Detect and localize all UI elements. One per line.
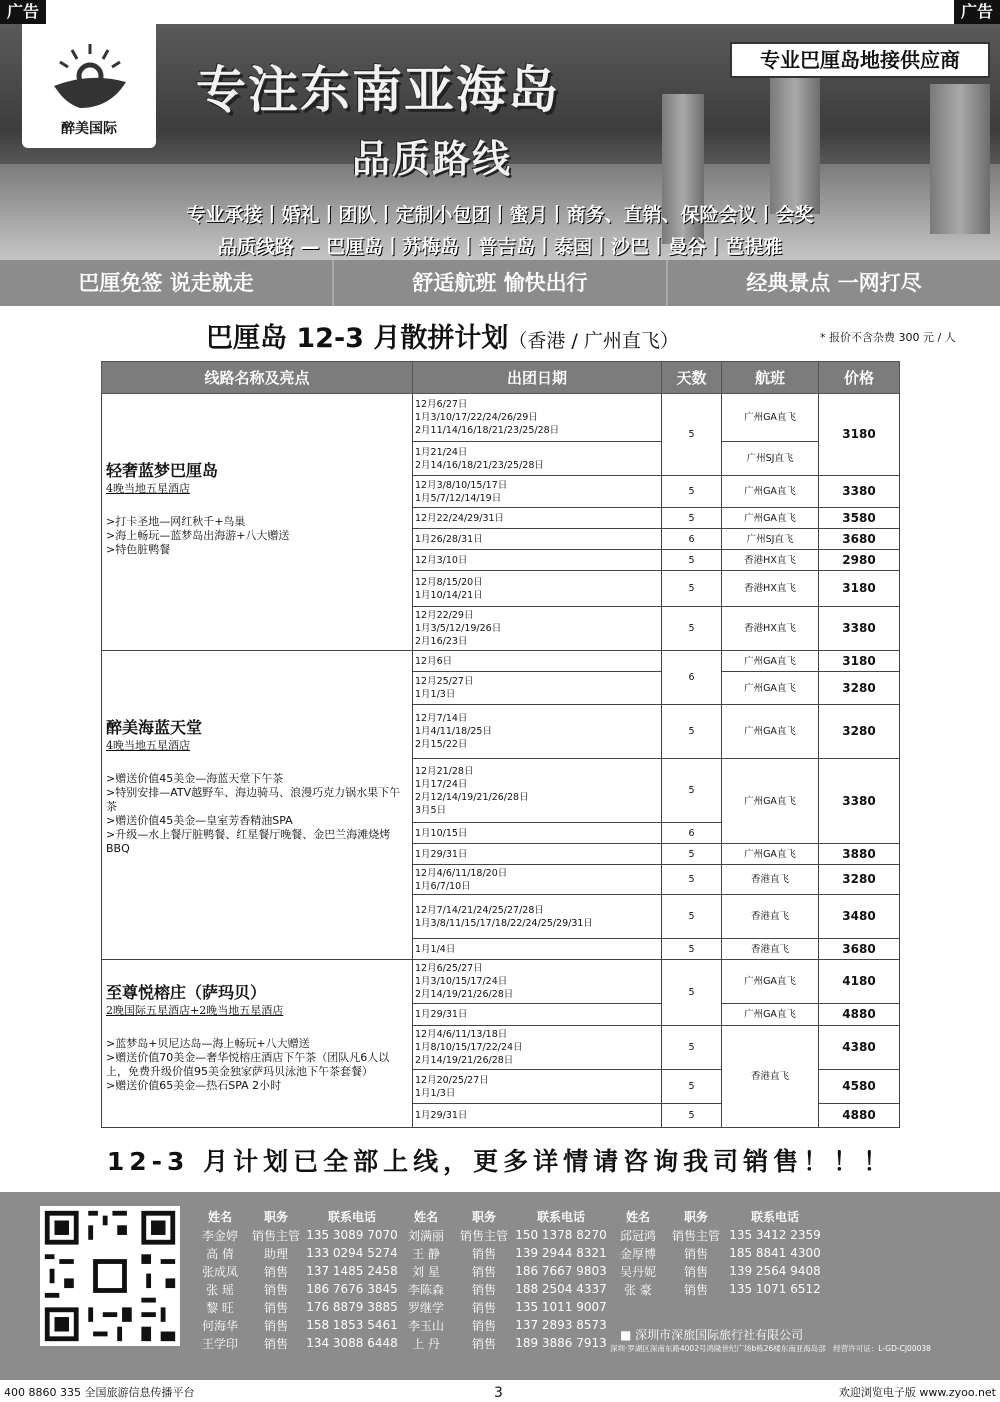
dates-cell: 12月25/27日 1月1/3日 <box>413 672 662 705</box>
route-highlights <box>106 772 408 856</box>
flight-cell: 香港HX直飞 <box>722 571 819 607</box>
website-text: 欢迎浏览电子版 www.zyoo.net <box>838 1386 996 1399</box>
contact-row <box>398 1262 608 1280</box>
contact-row <box>610 1226 824 1244</box>
flight-cell: 广州GA直飞 <box>722 705 819 759</box>
days-cell: 5 <box>662 394 722 476</box>
slogan-item: 经典景点 一网打尽 <box>746 271 922 295</box>
contact-row <box>192 1334 400 1352</box>
price-cell: 3180 <box>819 571 900 607</box>
price-cell: 3380 <box>819 759 900 844</box>
dates-cell: 12月6/25/27日 1月3/10/15/17/24日 2月14/19/21/26/28日 <box>413 960 662 1004</box>
company-name <box>620 1326 803 1343</box>
slogan-item: 巴厘免签 说走就走 <box>0 260 334 306</box>
contact-col-name: 姓名 <box>625 1209 650 1224</box>
contact-role: 销售 <box>683 1282 708 1297</box>
price-cell: 3580 <box>819 508 900 529</box>
contact-phone: 134 3088 6448 <box>306 1336 398 1350</box>
contact-name: 李玉山 <box>407 1318 444 1333</box>
price-cell: 4180 <box>819 960 900 1004</box>
plan-subtitle: （香港 / 广州直飞） <box>508 330 679 352</box>
contact-name: 邱冠鸿 <box>619 1228 656 1243</box>
contact-name: 王学印 <box>201 1336 238 1351</box>
highlight-item: >升级—水上餐厅脏鸭餐、红星餐厅晚餐、金巴兰海滩烧烤BBQ <box>106 828 391 855</box>
contact-role: 销售 <box>471 1246 496 1261</box>
highlight-item: >特色脏鸭餐 <box>106 543 171 556</box>
contact-row <box>192 1244 400 1262</box>
contact-role: 销售主管 <box>251 1228 300 1243</box>
days-cell: 6 <box>662 651 722 705</box>
contact-phone: 133 0294 5274 <box>306 1246 398 1260</box>
contact-col-role: 职务 <box>683 1209 708 1224</box>
contact-role: 销售 <box>683 1264 708 1279</box>
ad-label-left: 广告 <box>0 0 46 24</box>
contact-role: 销售 <box>683 1246 708 1261</box>
dates-cell: 12月6/27日 1月3/10/17/22/24/26/29日 2月11/14/16/18/21/23/25/28日 <box>413 394 662 442</box>
contact-name: 上 丹 <box>412 1336 440 1351</box>
contact-row <box>398 1334 608 1352</box>
flight-cell: 香港直飞 <box>722 939 819 960</box>
contact-role: 销售 <box>471 1264 496 1279</box>
slogan-item: 舒适航班 愉快出行 <box>334 260 668 306</box>
dates-cell: 12月3/8/10/15/17日 1月5/7/12/14/19日 <box>413 476 662 508</box>
price-cell: 3680 <box>819 939 900 960</box>
dates-cell: 12月3/10日 <box>413 550 662 571</box>
contact-role: 销售 <box>471 1318 496 1333</box>
contact-phone: 185 8841 4300 <box>729 1246 821 1260</box>
contact-row <box>610 1280 824 1298</box>
flight-cell: 香港直飞 <box>722 1026 819 1128</box>
contact-row <box>398 1316 608 1334</box>
price-cell: 4880 <box>819 1004 900 1026</box>
table-row <box>102 960 900 1004</box>
contact-role: 销售主管 <box>459 1228 508 1243</box>
flight-cell: 广州GA直飞 <box>722 960 819 1004</box>
route-name: 至尊悦榕庄（萨玛贝） <box>106 983 267 1002</box>
days-cell: 6 <box>662 529 722 550</box>
days-cell: 5 <box>662 939 722 960</box>
route-hotel: 4晚当地五星酒店 <box>106 482 190 495</box>
days-cell: 5 <box>662 571 722 607</box>
contact-phone: 137 2893 8573 <box>515 1318 607 1332</box>
services-line: 专业承接丨婚礼丨团队丨定制小包团丨蜜月丨商务、直销、保险会议丨会奖 <box>186 204 814 226</box>
footer-note: 12-3 月计划已全部上线，更多详情请咨询我司销售！！！ <box>106 1147 894 1176</box>
days-cell: 5 <box>662 550 722 571</box>
contact-col-phone: 联系电话 <box>750 1209 799 1224</box>
slogan-bar <box>0 260 1000 306</box>
contact-role: 助理 <box>263 1246 288 1261</box>
contact-row <box>398 1280 608 1298</box>
price-cell: 3680 <box>819 529 900 550</box>
dates-cell: 1月1/4日 <box>413 939 662 960</box>
plan-title-text: 巴厘岛 12-3 月散拼计划 <box>206 323 509 354</box>
contact-phone: 135 3412 2359 <box>729 1228 821 1242</box>
highlight-item: >赠送价值65美金—热石SPA 2小时 <box>106 1079 282 1092</box>
dates-cell: 12月7/14/21/24/25/27/28日 1月3/8/11/15/17/18/22/24/25/29/31日 <box>413 895 662 939</box>
contact-role: 销售 <box>263 1264 288 1279</box>
days-cell: 5 <box>662 895 722 939</box>
flight-cell: 香港HX直飞 <box>722 607 819 651</box>
header-route: 线路名称及亮点 <box>102 362 413 394</box>
routes-line: 品质线路 — 巴厘岛丨苏梅岛丨普吉岛丨泰国丨沙巴丨曼谷丨芭提雅 <box>217 236 783 258</box>
contact-row <box>610 1244 824 1262</box>
contact-phone: 135 1011 9007 <box>515 1300 607 1314</box>
dates-cell: 12月4/6/11/18/20日 1月6/7/10日 <box>413 865 662 895</box>
supplier-badge: 专业巴厘岛地接供应商 <box>730 42 990 78</box>
dates-cell: 12月7/14日 1月4/11/18/25日 2月15/22日 <box>413 705 662 759</box>
contact-row <box>398 1298 608 1316</box>
contact-header <box>398 1206 608 1226</box>
contact-col-phone: 联系电话 <box>536 1209 585 1224</box>
contact-name: 王 静 <box>412 1246 440 1261</box>
contact-phone: 135 1071 6512 <box>729 1282 821 1296</box>
contact-col-name: 姓名 <box>207 1209 232 1224</box>
sun-wave-logo-icon <box>50 42 130 114</box>
dates-cell: 12月20/25/27日 1月1/3日 <box>413 1070 662 1104</box>
flight-cell: 广州SJ直飞 <box>722 529 819 550</box>
contact-phone: 139 2944 8321 <box>515 1246 607 1260</box>
days-cell: 5 <box>662 508 722 529</box>
dates-cell: 12月4/6/11/13/18日 1月8/10/15/17/22/24日 2月14/19/21/26/28日 <box>413 1026 662 1070</box>
hotline-text: 400 8860 335 全国旅游信息传播平台 <box>4 1386 195 1399</box>
route-cell <box>102 651 413 960</box>
contact-name: 李陈森 <box>407 1282 444 1297</box>
page-number: 3 <box>494 1385 503 1401</box>
days-cell: 5 <box>662 759 722 823</box>
route-cell <box>102 960 413 1128</box>
contact-panel <box>0 1192 1000 1380</box>
contact-phone: 186 7676 3845 <box>306 1282 398 1296</box>
days-cell: 5 <box>662 960 722 1026</box>
qr-code-icon <box>40 1206 180 1346</box>
contact-name: 高 倩 <box>206 1246 234 1261</box>
contact-phone: 137 1485 2458 <box>306 1264 398 1278</box>
price-cell: 4880 <box>819 1104 900 1128</box>
contact-role: 销售 <box>263 1300 288 1315</box>
contact-table <box>610 1206 824 1298</box>
table-header <box>102 362 900 394</box>
contact-name: 何海华 <box>201 1318 238 1333</box>
days-cell: 5 <box>662 1104 722 1128</box>
table-row <box>102 394 900 442</box>
contact-col-role: 职务 <box>263 1209 288 1224</box>
hero-banner <box>0 24 1000 260</box>
price-cell: 3480 <box>819 895 900 939</box>
highlight-item: >特别安排—ATV越野车、海边骑马、浪漫巧克力锅水果下午茶 <box>106 786 401 813</box>
contact-col-role: 职务 <box>471 1209 496 1224</box>
plan-title <box>206 316 679 355</box>
price-cell: 3180 <box>819 651 900 672</box>
route-hotel: 4晚当地五星酒店 <box>106 739 190 752</box>
price-cell: 3380 <box>819 607 900 651</box>
contact-role: 销售 <box>263 1318 288 1333</box>
banner-subtitle: 品质路线 <box>352 137 513 181</box>
days-cell: 5 <box>662 844 722 865</box>
contact-phone: 150 1378 8270 <box>515 1228 607 1242</box>
header-price: 价格 <box>819 362 900 394</box>
price-cell: 2980 <box>819 550 900 571</box>
contact-row <box>398 1226 608 1244</box>
brand-name: 醉美国际 <box>61 121 117 137</box>
route-highlights <box>106 1037 408 1093</box>
stone-pillar <box>770 64 820 214</box>
contact-phone: 176 8879 3885 <box>306 1300 398 1314</box>
flight-cell: 广州GA直飞 <box>722 508 819 529</box>
flight-cell: 广州GA直飞 <box>722 394 819 442</box>
dates-cell: 12月21/28日 1月17/24日 2月12/14/19/21/26/28日 3月5日 <box>413 759 662 823</box>
days-cell: 5 <box>662 1070 722 1104</box>
route-cell <box>102 394 413 651</box>
contact-name: 刘 星 <box>412 1264 440 1279</box>
contact-row <box>192 1316 400 1334</box>
highlight-item: >海上畅玩—蓝梦岛出海游+八大赠送 <box>106 529 290 542</box>
dates-cell: 1月29/31日 <box>413 1004 662 1026</box>
contact-role: 销售 <box>471 1336 496 1351</box>
route-name: 醉美海蓝天堂 <box>106 718 203 737</box>
price-note: * 报价不含杂费 300 元 / 人 <box>820 331 956 344</box>
contact-phone: 188 2504 4337 <box>515 1282 607 1296</box>
contact-name: 李金婷 <box>201 1228 238 1243</box>
contact-role: 销售 <box>263 1282 288 1297</box>
contact-row <box>192 1280 400 1298</box>
days-cell: 5 <box>662 1026 722 1070</box>
contact-table <box>192 1206 400 1352</box>
dates-cell: 12月22/24/29/31日 <box>413 508 662 529</box>
contact-role: 销售主管 <box>671 1228 720 1243</box>
contact-name: 黎 旺 <box>206 1300 234 1315</box>
days-cell: 5 <box>662 607 722 651</box>
contact-phone: 135 3089 7070 <box>306 1228 398 1242</box>
price-cell: 4580 <box>819 1070 900 1104</box>
contact-table <box>398 1206 608 1352</box>
header-days: 天数 <box>662 362 722 394</box>
flight-cell: 广州GA直飞 <box>722 476 819 508</box>
flight-cell: 广州GA直飞 <box>722 759 819 844</box>
days-cell: 5 <box>662 705 722 759</box>
days-cell: 5 <box>662 865 722 895</box>
ad-label-right: 广告 <box>954 0 1000 24</box>
highlight-item: >蓝梦岛+贝尼达岛—海上畅玩+八大赠送 <box>106 1037 310 1050</box>
flight-cell: 香港直飞 <box>722 895 819 939</box>
contact-name: 金厚博 <box>619 1246 656 1261</box>
contact-phone: 139 2564 9408 <box>729 1264 821 1278</box>
schedule-table <box>101 361 900 1128</box>
price-cell: 3180 <box>819 394 900 476</box>
contact-role: 销售 <box>471 1300 496 1315</box>
banner-title: 专注东南亚海岛 <box>196 61 560 119</box>
contact-row <box>610 1262 824 1280</box>
company-bullet-icon: ■ <box>620 1328 636 1342</box>
contact-header <box>192 1206 400 1226</box>
flight-cell: 广州GA直飞 <box>722 844 819 865</box>
price-cell: 3280 <box>819 705 900 759</box>
contact-name: 吴丹妮 <box>619 1264 656 1279</box>
days-cell: 6 <box>662 823 722 844</box>
contact-col-phone: 联系电话 <box>327 1209 376 1224</box>
days-cell: 5 <box>662 476 722 508</box>
route-hotel: 2晚国际五星酒店+2晚当地五星酒店 <box>106 1004 284 1017</box>
dates-cell: 1月29/31日 <box>413 844 662 865</box>
bottom-bar <box>0 1384 1000 1402</box>
contact-phone: 189 3886 7913 <box>515 1336 607 1350</box>
highlight-item: >赠送价值45美金—皇室芳香精油SPA <box>106 814 293 827</box>
contact-role: 销售 <box>471 1282 496 1297</box>
price-cell: 3280 <box>819 865 900 895</box>
contact-row <box>192 1262 400 1280</box>
flight-cell: 广州GA直飞 <box>722 672 819 705</box>
highlight-item: >赠送价值45美金—海蓝天堂下午茶 <box>106 772 284 785</box>
dates-cell: 1月21/24日 2月14/16/18/21/23/25/28日 <box>413 442 662 476</box>
contact-phone: 186 7667 9803 <box>515 1264 607 1278</box>
header-dates: 出团日期 <box>413 362 662 394</box>
dates-cell: 1月10/15日 <box>413 823 662 844</box>
contact-name: 罗继学 <box>407 1300 444 1315</box>
price-cell: 3880 <box>819 844 900 865</box>
contact-row <box>398 1244 608 1262</box>
flight-cell: 香港HX直飞 <box>722 550 819 571</box>
brand-logo <box>22 24 156 148</box>
dates-cell: 12月6日 <box>413 651 662 672</box>
header-flight: 航班 <box>722 362 819 394</box>
dates-cell: 12月22/29日 1月3/5/12/19/26日 2月16/23日 <box>413 607 662 651</box>
contact-header <box>610 1206 824 1226</box>
contact-row <box>192 1298 400 1316</box>
flight-cell: 广州SJ直飞 <box>722 442 819 476</box>
flight-cell: 广州GA直飞 <box>722 1004 819 1026</box>
route-name: 轻奢蓝梦巴厘岛 <box>106 461 219 480</box>
table-row <box>102 651 900 672</box>
dates-cell: 12月8/15/20日 1月10/14/21日 <box>413 571 662 607</box>
flight-cell: 广州GA直飞 <box>722 651 819 672</box>
flight-cell: 香港直飞 <box>722 865 819 895</box>
contact-name: 刘满丽 <box>407 1228 444 1243</box>
highlight-item: >赠送价值70美金—奢华悦榕庄酒店下午茶（团队凡6人以上，免费升级价值95美金独家萨玛贝泳池下午茶套餐） <box>106 1051 390 1078</box>
company-address: 深圳·罗湖区深南东路4002号鸿隆世纪广场b栋26楼东南亚海岛部 经营许可证：L-GD-CJ00038 <box>610 1344 931 1353</box>
contact-row <box>192 1226 400 1244</box>
contact-role: 销售 <box>263 1336 288 1351</box>
contact-name: 张成凤 <box>201 1264 238 1279</box>
contact-name: 张 豪 <box>624 1282 652 1297</box>
contact-col-name: 姓名 <box>413 1209 438 1224</box>
contact-name: 张 瑶 <box>206 1282 234 1297</box>
route-highlights <box>106 515 408 557</box>
price-cell: 3280 <box>819 672 900 705</box>
dates-cell: 1月26/28/31日 <box>413 529 662 550</box>
price-cell: 4380 <box>819 1026 900 1070</box>
highlight-item: >打卡圣地—网红秋千+鸟巢 <box>106 515 246 528</box>
dates-cell: 1月29/31日 <box>413 1104 662 1128</box>
contact-phone: 158 1853 5461 <box>306 1318 398 1332</box>
price-cell: 3380 <box>819 476 900 508</box>
company-name-text: 深圳市深旅国际旅行社有限公司 <box>635 1328 804 1342</box>
